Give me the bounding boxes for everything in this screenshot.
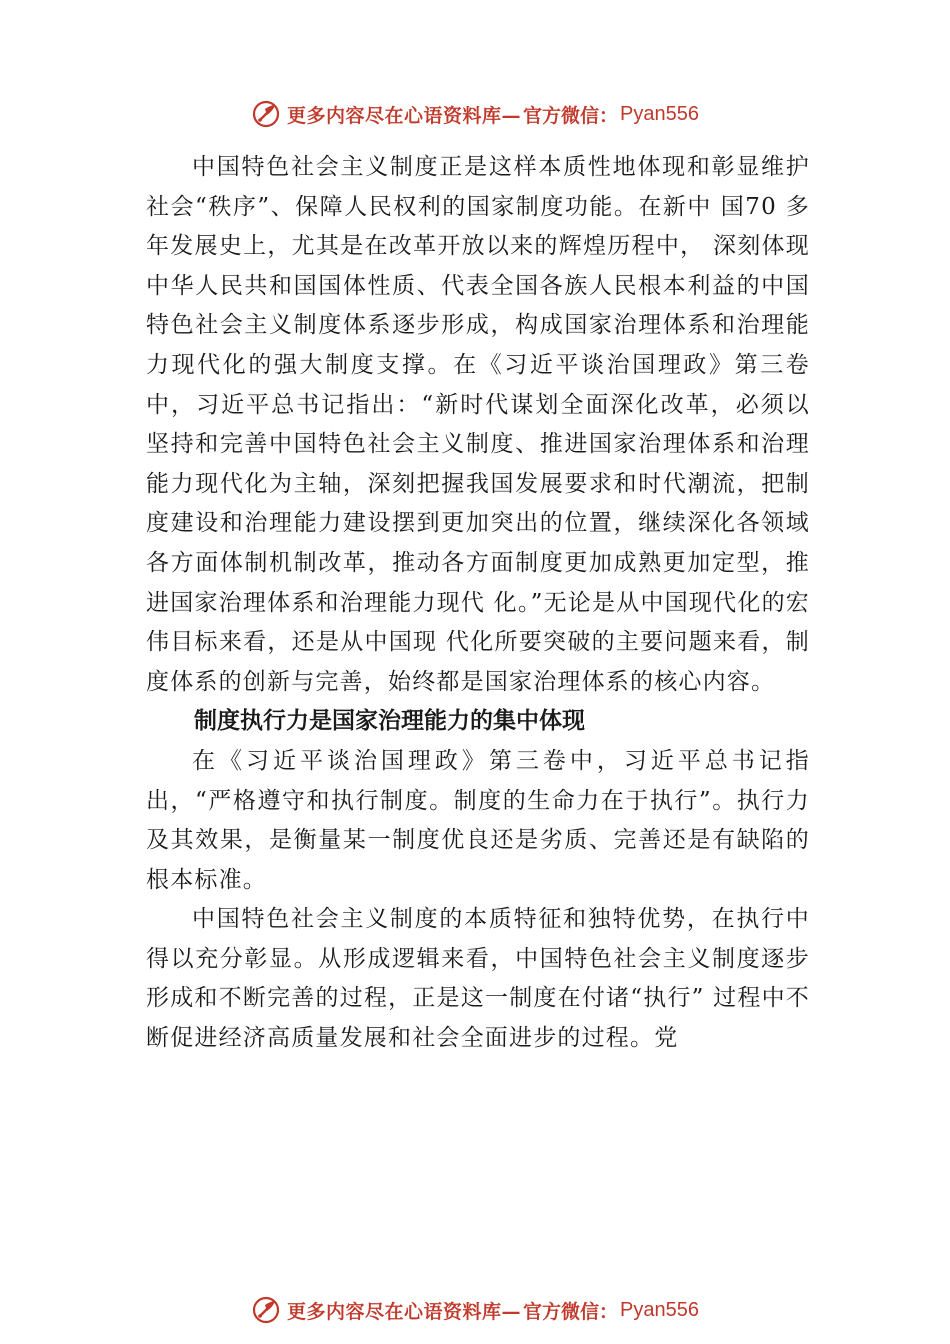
quill-seal-logo-icon	[251, 99, 281, 129]
banner-wechat-id: Pyan556	[620, 102, 699, 125]
header-watermark-banner	[0, 94, 950, 134]
paragraph-1: 中国特色社会主义制度正是这样本质性地体现和彰显维护社会“秩序”、保障人民权利的国家制度功能。在新中 国70 多年发展史上，尤其是在改革开放以来的辉煌历程中， 深刻体现中华人民共和国国体性质、代表全国各族人民根本利益的中国特色社会主义制度体系逐步形成，构成国家治理体系和治理能力现代化的强大制度支撑。在《习近平谈治国理政》第三卷中，习近平总书记指出：“新时代谋划全面深化改革，必须以坚持和完善中国特色社会主义制度、推进国家治理体系和治理能力现代化为主轴，深刻把握我国发展要求和时代潮流，把制度建设和治理能力建设摆到更加突出的位置，继续深化各领域各方面体制机制改革，推动各方面制度更加成熟更加定型，推进国家治理体系和治理能力现代 化。”无论是从中国现代化的宏伟目标来看，还是从中国现 代化所要突破的主要问题来看，制度体系的创新与完善，始终都是国家治理体系的核心内容。	[146, 154, 810, 695]
paragraph-3: 中国特色社会主义制度的本质特征和独特优势，在执行中得以充分彰显。从形成逻辑来看，中国特色社会主义制度逐步形成和不断完善的过程，正是这一制度在付诸“执行” 过程中不断促进经济高质量发展和社会全面进步的过程。党	[146, 906, 810, 1052]
footer-watermark-banner	[0, 1290, 950, 1330]
quill-seal-logo-icon	[251, 1295, 281, 1325]
banner-wechat-label: 官方微信：	[523, 104, 619, 127]
paragraph-2: 在《习近平谈治国理政》第三卷中，习近平总书记指出，“严格遵守和执行制度。制度的生命力在于执行”。执行力及其效果，是衡量某一制度优良还是劣质、完善还是有缺陷的根本标准。	[146, 747, 810, 893]
document-body	[146, 148, 810, 1059]
banner-text: 更多内容尽在心语资料库—	[287, 1300, 522, 1323]
banner-wechat-label: 官方微信：	[523, 1300, 619, 1323]
section-heading: 制度执行力是国家治理能力的集中体现	[194, 708, 585, 735]
banner-text: 更多内容尽在心语资料库—	[287, 104, 522, 127]
banner-wechat-id: Pyan556	[620, 1298, 699, 1321]
